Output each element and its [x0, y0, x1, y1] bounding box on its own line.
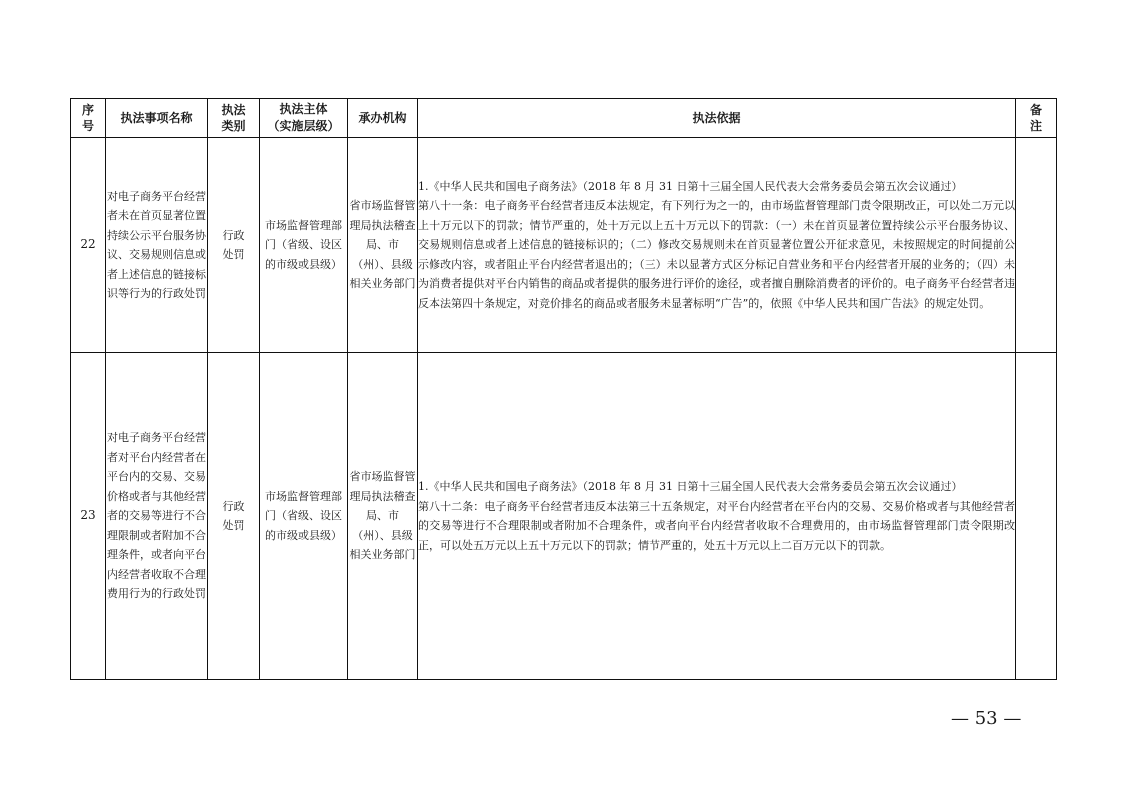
- col-header-seq: 序号: [71, 99, 106, 138]
- col-header-agency-line2: （实施层级）: [267, 119, 340, 133]
- row-basis-law: 1.《中华人民共和国电子商务法》（2018 年 8 月 31 日第十三届全国人民代表大会常务委员会第五次会议通过）: [418, 179, 963, 193]
- row-item-name: 对电子商务平台经营者对平台内经营者在平台内的交易、交易价格或者与其他经营者的交易等进行不合理限制或者附加不合理条件，或者向平台内经营者收取不合理费用行为的行政处罚: [106, 353, 208, 680]
- col-header-basis: 执法依据: [418, 99, 1016, 138]
- col-header-agency-line1: 执法主体: [279, 102, 328, 116]
- page-number: — 53 —: [951, 708, 1022, 729]
- row-basis: [418, 353, 1016, 680]
- row-agency: 市场监督管理部门（省级、设区的市级或县级）: [260, 353, 348, 680]
- table-row: [71, 138, 1057, 353]
- row-remark: [1016, 353, 1057, 680]
- row-seq: 23: [71, 353, 106, 680]
- row-type: 行政处罚: [208, 138, 260, 353]
- row-seq: 22: [71, 138, 106, 353]
- row-basis: [418, 138, 1016, 353]
- col-header-org: 承办机构: [348, 99, 418, 138]
- row-agency: 市场监督管理部门（省级、设区的市级或县级）: [260, 138, 348, 353]
- col-header-name: 执法事项名称: [106, 99, 208, 138]
- header-row: [71, 99, 1057, 138]
- table-row: [71, 353, 1057, 680]
- row-item-name: 对电子商务平台经营者未在首页显著位置持续公示平台服务协议、交易规则信息或者上述信息的链接标识等行为的行政处罚: [106, 138, 208, 353]
- col-header-type: 执法类别: [208, 99, 260, 138]
- row-basis-article: 第八十二条：电子商务平台经营者违反本法第三十五条规定，对平台内经营者在平台内的交易、交易价格或者与其他经营者的交易等进行不合理限制或者附加不合理条件，或者向平台内经营者收取不合理费用的，由市场监督管理部门责令限期改正，可以处五万元以上五十万元以下的罚款；情节严重的，处五十万元以上二百万元以下的罚款。: [418, 499, 1015, 552]
- row-type: 行政处罚: [208, 353, 260, 680]
- row-remark: [1016, 138, 1057, 353]
- row-basis-article: 第八十一条：电子商务平台经营者违反本法规定，有下列行为之一的，由市场监督管理部门责令限期改正，可以处二万元以上十万元以下的罚款；情节严重的，处十万元以上五十万元以下的罚款：（一）未在首页显著位置持续公示平台服务协议、交易规则信息或者上述信息的链接标识的；（二）修改交易规则未在首页显著位置公开征求意见，未按照规定的时间提前公示修改内容，或者阻止平台内经营者退出的；（三）未以显著方式区分标记自营业务和平台内经营者开展的业务的；（四）未为消费者提供对平台内销售的商品或者提供的服务进行评价的途径，或者擅自删除消费者的评价的。电子商务平台经营者违反本法第四十条规定，对竞价排名的商品或者服务未显著标明“广告”的，依照《中华人民共和国广告法》的规定处罚。: [418, 199, 1015, 310]
- row-basis-law: 1.《中华人民共和国电子商务法》（2018 年 8 月 31 日第十三届全国人民代表大会常务委员会第五次会议通过）: [418, 480, 963, 493]
- row-org: 省市场监督管理局执法稽查局、市（州）、县级相关业务部门: [348, 138, 418, 353]
- col-header-agency: [260, 99, 348, 138]
- enforcement-table: [70, 98, 1057, 680]
- row-org: 省市场监督管理局执法稽查局、市（州）、县级相关业务部门: [348, 353, 418, 680]
- col-header-remark: 备注: [1016, 99, 1057, 138]
